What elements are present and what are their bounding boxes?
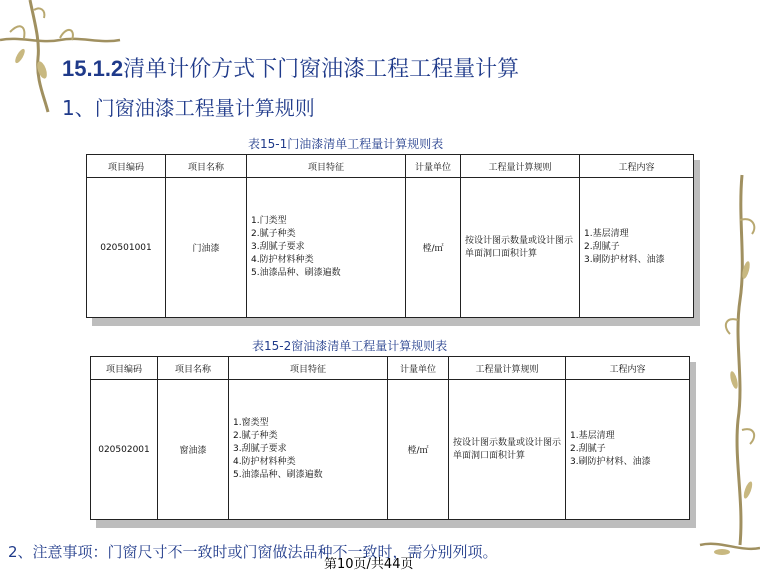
unit-cell: 樘/㎡ [388, 380, 449, 520]
table-header-cell: 项目名称 [158, 357, 229, 380]
work-content-cell: 1.基层清理 2.刮腻子 3.刷防护材料、油漆 [580, 178, 694, 318]
table-header-cell: 工程内容 [580, 155, 694, 178]
table-row [87, 178, 694, 318]
table-header-cell: 项目特征 [247, 155, 406, 178]
table-header-cell: 工程量计算规则 [461, 155, 580, 178]
table-header-cell: 项目编码 [91, 357, 158, 380]
project-features-cell: 1.门类型 2.腻子种类 3.刮腻子要求 4.防护材料种类 5.油漆品种、刷漆遍数 [247, 178, 406, 318]
table2-caption: 表15-2窗油漆清单工程量计算规则表 [252, 339, 448, 353]
section-heading: 1、门窗油漆工程量计算规则 [62, 96, 315, 120]
table-header-cell: 项目名称 [166, 155, 247, 178]
window-paint-rules-table [90, 356, 690, 520]
project-code-cell: 020501001 [87, 178, 166, 318]
table-header-row [87, 155, 694, 178]
table-header-cell: 项目特征 [229, 357, 388, 380]
table-header-cell: 计量单位 [406, 155, 461, 178]
project-code-cell: 020502001 [91, 380, 158, 520]
project-name-cell: 窗油漆 [158, 380, 229, 520]
calculation-rule-cell: 按设计图示数量或设计图示单面洞口面积计算 [461, 178, 580, 318]
page-number: 第10页/共44页 [324, 557, 414, 572]
project-name-cell: 门油漆 [166, 178, 247, 318]
note-text: 2、注意事项：门窗尺寸不一致时或门窗做法品种不一致时，需分别列项。 [8, 543, 498, 561]
calculation-rule-cell: 按设计图示数量或设计图示单面洞口面积计算 [449, 380, 566, 520]
door-paint-rules-table [86, 154, 694, 318]
table-header-cell: 工程内容 [566, 357, 690, 380]
project-features-cell: 1.窗类型 2.腻子种类 3.刮腻子要求 4.防护材料种类 5.油漆品种、刷漆遍数 [229, 380, 388, 520]
table-header-cell: 工程量计算规则 [449, 357, 566, 380]
work-content-cell: 1.基层清理 2.刮腻子 3.刷防护材料、油漆 [566, 380, 690, 520]
table-header-row [91, 357, 690, 380]
table-header-cell: 计量单位 [388, 357, 449, 380]
page-title: 15.1.2清单计价方式下门窗油漆工程工程量计算 [62, 56, 520, 82]
table-header-cell: 项目编码 [87, 155, 166, 178]
table-row [91, 380, 690, 520]
table1-caption: 表15-1门油漆清单工程量计算规则表 [248, 137, 444, 151]
unit-cell: 樘/㎡ [406, 178, 461, 318]
